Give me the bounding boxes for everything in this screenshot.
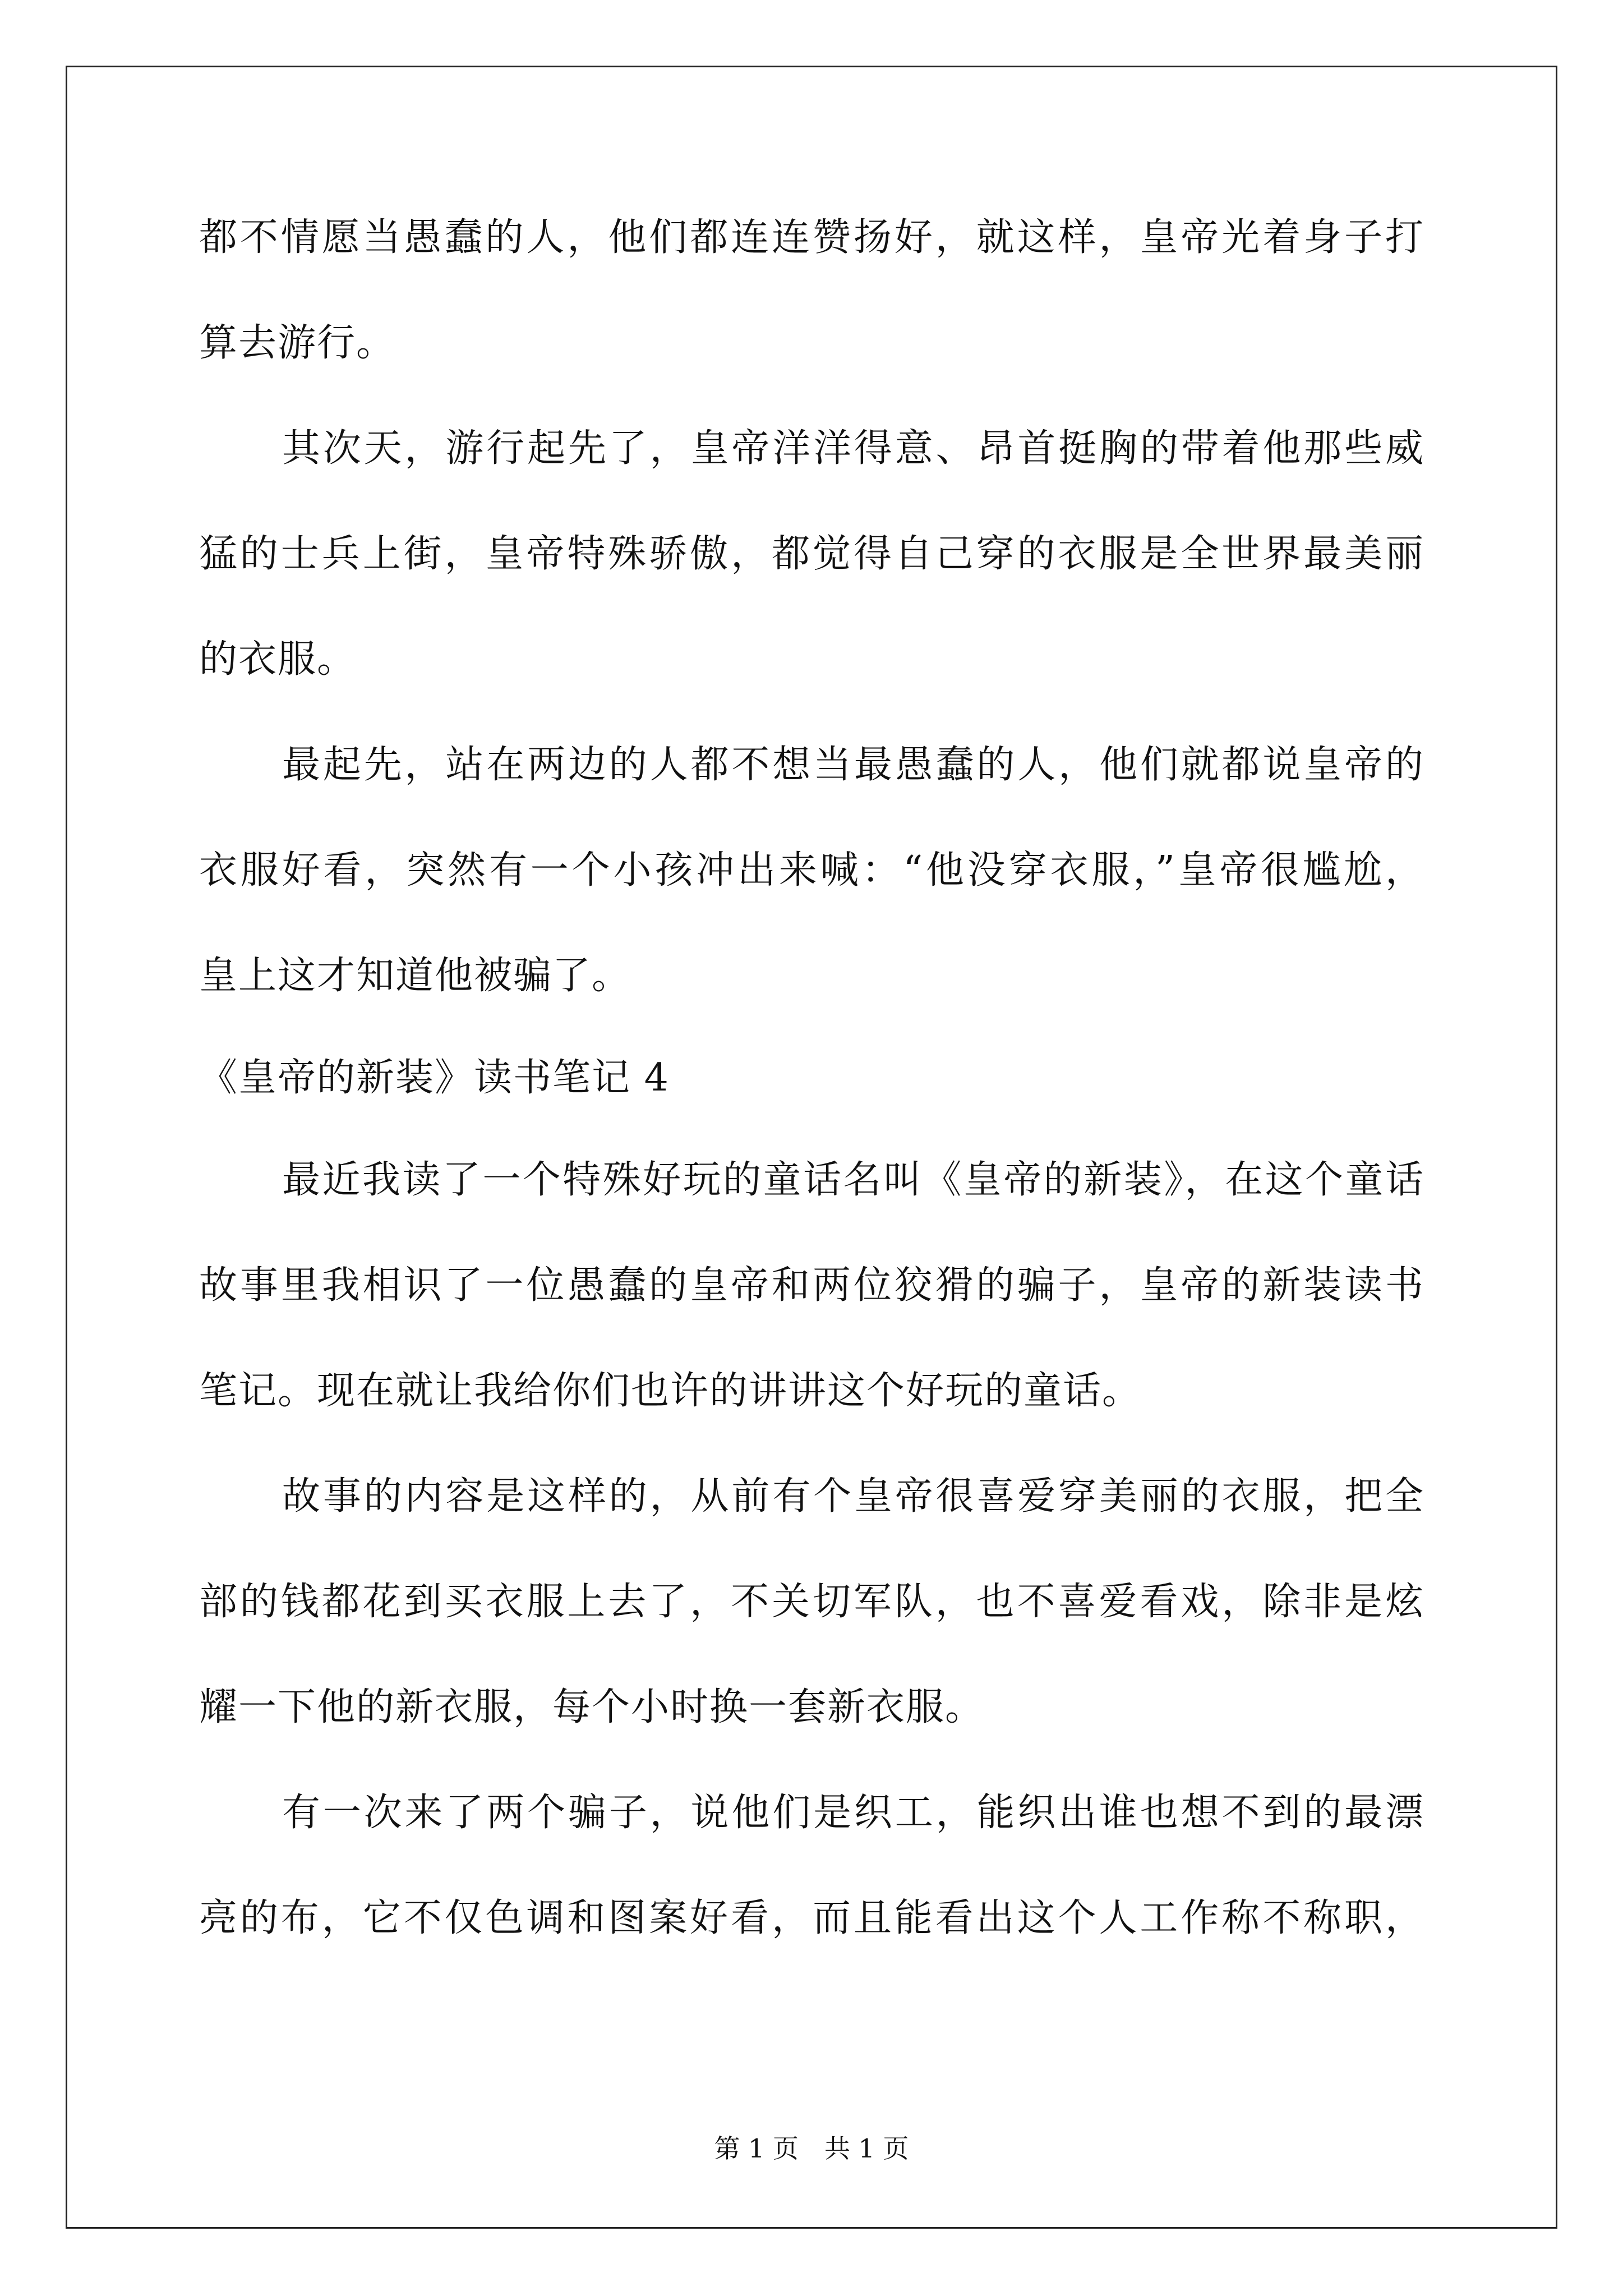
paragraph [199,1760,1424,1971]
paragraph-line: 衣服好看，突然有一个小孩冲出来喊：“他没穿衣服，”皇帝很尴尬， [199,848,1424,892]
paragraph-line: 其次天，游行起先了，皇帝洋洋得意、昂首挺胸的带着他那些威 [282,426,1424,471]
section-heading [199,1029,1424,1128]
paragraph-line: 部的钱都花到买衣服上去了，不关切军队，也不喜爱看戏，除非是炫 [199,1580,1424,1624]
paragraph [199,185,1424,396]
paragraph [199,1444,1424,1760]
paragraph-line: 耀一下他的新衣服，每个小时换一套新衣服。 [199,1685,985,1729]
paragraph-line: 算去游行。 [199,321,396,365]
paragraph-line: 的衣服。 [199,637,357,682]
paragraph-line: 故事的内容是这样的，从前有个皇帝很喜爱穿美丽的衣服，把全 [282,1474,1424,1519]
paragraph [199,712,1424,1029]
paragraph-line: 亮的布，它不仅色调和图案好看，而且能看出这个人工作称不称职， [199,1896,1424,1940]
paragraph-line: 笔记。现在就让我给你们也许的讲讲这个好玩的童话。 [199,1369,1142,1413]
section-heading-text: 《皇帝的新装》读书笔记 4 [199,1056,670,1100]
paragraph-line: 皇上这才知道他被骗了。 [199,954,631,998]
paragraph-line: 有一次来了两个骗子，说他们是织工，能织出谁也想不到的最漂 [282,1791,1424,1835]
paragraph-line: 猛的士兵上街，皇帝特殊骄傲，都觉得自己穿的衣服是全世界最美丽 [199,532,1424,576]
paragraph-line: 都不情愿当愚蠢的人，他们都连连赞扬好，就这样，皇帝光着身子打 [199,215,1424,260]
paragraph-line: 故事里我相识了一位愚蠢的皇帝和两位狡猾的骗子，皇帝的新装读书 [199,1263,1424,1308]
paragraph [199,1128,1424,1444]
page-footer: 第 1 页 共 1 页 [714,2133,909,2164]
paragraph-line: 最起先，站在两边的人都不想当最愚蠢的人，他们就都说皇帝的 [282,743,1424,787]
paragraph [199,396,1424,712]
paragraph-line: 最近我读了一个特殊好玩的童话名叫《皇帝的新装》，在这个童话 [282,1158,1424,1202]
document-body [199,185,1424,1971]
